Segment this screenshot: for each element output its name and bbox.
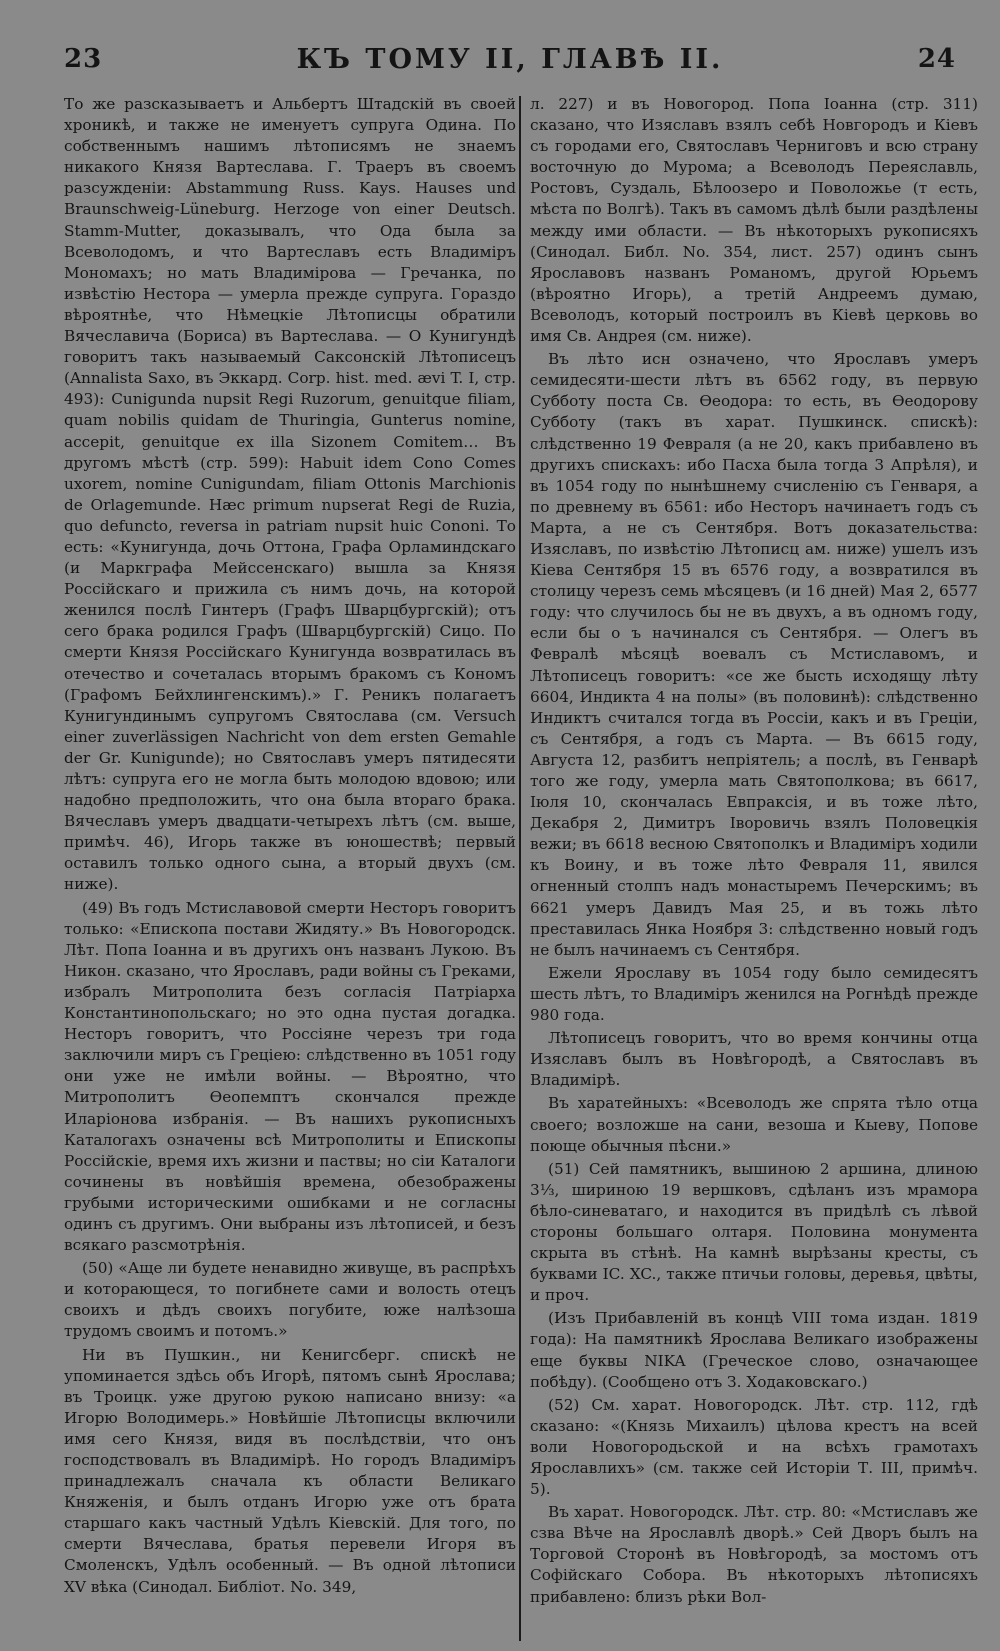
page-number-right: 24 [917,44,956,74]
paragraph: л. 227) и въ Новогород. Попа Іоанна (стр. 311) сказано, что Изяславъ взялъ себѣ Новгородъ и Кіевъ съ городами его, Святославъ Черниговъ и всю страну восточную до Мурома; а Всеволодъ Переяславль, Ростовъ, Суздаль, Бѣлоозеро и Поволожье (т есть, мѣста по Волгѣ). Такъ въ самомъ дѣлѣ были раздѣлены между ими области. — Въ нѣкоторыхъ рукописяхъ (Синодал. Библ. No. 354, лист. 257) одинъ сынъ Ярославовъ названъ Романомъ, другой Юрьемъ (вѣроятно Игорь), а третій Андреемъ думаю, Всеволодъ, который построилъ въ Кіевѣ церковь во имя Св. Андрея (см. ниже). [530,95,978,346]
note-51: (51) Сей памятникъ, вышиною 2 аршина, длиною 3⅓, шириною 19 вершковъ, сдѣланъ изъ мрамора бѣло-синеватаго, и находится въ придѣлѣ съ лѣвой стороны большаго олтаря. Половина монумента скрыта въ стѣнѣ. На камнѣ вырѣзаны кресты, съ буквами IC. XC., также птичьи головы, деревья, цвѣты, и проч. [530,1159,978,1305]
paragraph: Лѣтописецъ говоритъ, что во время кончины отца Изяславъ былъ въ Новѣгородѣ, а Святославъ въ Владимірѣ. [530,1029,978,1090]
paragraph: Ни въ Пушкин., ни Кенигсберг. спискѣ не упоминается здѣсь объ Игорѣ, пятомъ сынѣ Ярослава; въ Троицк. уже другою рукою написано внизу: «а Игорю Володимерь.» Новѣйшіе Лѣтописцы включили имя сего Князя, видя въ послѣдствіи, что онъ господствовалъ въ Владимірѣ. Но городъ Владиміръ принадлежалъ сначала къ области Великаго Княженія, и былъ отданъ Игорю уже отъ брата старшаго какъ частный Удѣлъ Кіевскій. Для того, по смерти Вячеслава, братья перевели Игоря въ Смоленскъ, Удѣлъ особенный. — Въ одной лѣтописи XV вѣка (Синодал. Библіот. No. 349, [64,1345,516,1596]
left-column [64,94,516,1600]
note-52: (52) См. харат. Новогородск. Лѣт. стр. 112, гдѣ сказано: «(Князь Михаилъ) цѣлова крестъ на всей воли Новогородьской и на всѣхъ грамотахъ Ярославлихъ» (см. также сей Исторіи Т. III, примѣч. 5). [530,1395,978,1499]
note-49: (49) Въ годъ Мстиславовой смерти Несторъ говоритъ только: «Епископа постави Жидяту.» Въ Новогородск. Лѣт. Попа Іоанна и въ другихъ онъ названъ Лукою. Въ Никон. сказано, что Ярославъ, ради войны съ Греками, избралъ Митрополита безъ согласія Патріарха Константинопольскаго; но это одна пустая догадка. Несторъ говоритъ, что Россіяне черезъ три года заключили миръ съ Греціею: слѣдственно въ 1051 году они уже не имѣли войны. — Вѣроятно, что Митрополитъ Ѳеопемптъ скончался прежде Иларіонова избранія. — Въ нашихъ рукописныхъ Каталогахъ означены всѣ Митрополиты и Епископы Россійскіе, время ихъ жизни и паствы; но сіи Каталоги сочинены въ новѣйшія времена, обезображены грубыми историческими ошибками и не согласны одинъ съ другимъ. Они выбраны изъ лѣтописей, и безъ всякаго разсмотрѣнія. [64,898,516,1255]
right-column [530,94,978,1610]
page-header [60,44,960,88]
running-head-title: КЪ ТОМУ II, ГЛАВѢ II. [296,44,724,75]
paragraph: Въ харатейныхъ: «Всеволодъ же спрята тѣло отца своего; возложше на сани, везоша и Кыеву, Попове поюще обычныя пѣсни.» [530,1094,978,1155]
column-divider [519,96,521,1641]
paragraph: Въ харат. Новогородск. Лѣт. стр. 80: «Мстиславъ же сзва Вѣче на Ярославлѣ дворѣ.» Сей Дворъ былъ на Торговой Сторонѣ въ Новѣгородѣ, за мостомъ отъ Софійскаго Собора. Въ нѣкоторыхъ лѣтописяхъ прибавлено: близъ рѣки Вол- [530,1503,978,1606]
page-number-left: 23 [64,44,103,74]
paragraph: Ежели Ярославу въ 1054 году было семидесятъ шесть лѣтъ, то Владиміръ женился на Рогнѣдѣ прежде 980 года. [530,963,978,1025]
note-50: (50) «Аще ли будете ненавидно живуще, въ распрѣхъ и которающеся, то погибнете сами и волость отецъ своихъ и дѣдъ своихъ погубите, юже налѣзоша трудомъ своимъ и потомъ.» [64,1259,516,1341]
paragraph: (Изъ Прибавленій въ концѣ VIII тома издан. 1819 года): На памятникѣ Ярослава Великаго изображены еще буквы NIKA (Греческое слово, означающее побѣду). (Сообщено отъ З. Ходаковскаго.) [530,1309,978,1391]
paragraph: То же разсказываетъ и Альбертъ Штадскій въ своей хроникѣ, и также не именуетъ супруга Одина. По собственнымъ нашимъ лѣтописямъ не знаемъ никакого Князя Вартеслава. Г. Траеръ въ своемъ разсужденіи: Abstammung Russ. Kays. Hauses und Braunschweig-Lüneburg. Herzoge von einer Deutsch. Stamm-Mutter, доказывалъ, что Ода была за Всеволодомъ, и что Вартеславъ есть Владиміръ Мономахъ; но мать Владимірова — Гречанка, по извѣстію Нестора — умерла прежде супруга. Гораздо вѣроятнѣе, что Нѣмецкіе Лѣтописцы обратили Вячеславича (Бориса) въ Вартеслава. — О Кунигундѣ говоритъ такъ называемый Саксонскій Лѣтописецъ (Annalista Saxo, въ Эккард. Corp. hist. med. ævi T. I, стр. 493): Cunigunda nupsit Regi Ruzorum, genuitque filiam, quam nobilis quidam de Thuringia, Gunterus nomine, accepit, genuitque ex illa Sizonem Comitem… Въ другомъ мѣстѣ (стр. 599): Habuit idem Cono Comes uxorem, nomine Cunigundam, filiam Ottonis Marchionis de Orlagemunde. Hæc primum nupserat Regi de Ruzia, quo defuncto, reversa in patriam nupsit huic Cononi. То есть: «Кунигунда, дочь Оттона, Графа Орламиндскаго (и Маркграфа Мейссенскаго) вышла за Князя Россійскаго и прижила съ нимъ дочь, на которой женился послѣ Гинтеръ (Графъ Шварцбургскій); отъ сего брака родился Графъ (Шварцбургскій) Сицо. По смерти Князя Россійскаго Кунигунда возвратилась въ отечество и сочеталась вторымъ бракомъ съ Кономъ (Графомъ Бейхлингенскимъ).» Г. Реникъ полагаетъ Кунигундинымъ супругомъ Святослава (см. Versuch einer zuverlässigen Nachricht von dem ersten Gemahle der Gr. Kunigunde); но Святославъ умеръ пятидесяти лѣтъ: супруга его не могла быть молодою вдовою; или надобно предположить, что она была втораго брака. Вячеславъ умеръ двадцати-четырехъ лѣтъ (см. выше, примѣч. 46), Игорь также въ юношествѣ; первый оставилъ только одного сына, а вторый двухъ (см. ниже). [64,95,516,894]
paragraph: Въ лѣто исн означено, что Ярославъ умеръ семидесяти-шести лѣтъ въ 6562 году, въ первую Субботу поста Св. Ѳеодора: то есть, въ Ѳеодорову Субботу (такъ въ харат. Пушкинск. спискѣ): слѣдственно 19 Февраля (а не 20, какъ прибавлено въ другихъ спискахъ: ибо Пасха была тогда 3 Апрѣля), и въ 1054 году по нынѣшнему счисленію съ Генваря, а по древнему въ 6561: ибо Несторъ начинаетъ годъ съ Марта, а не съ Сентября. Вотъ доказательства: Изяславъ, по извѣстію Лѣтописц ам. ниже) ушелъ изъ Кіева Сентября 15 въ 6576 году, а возвратился въ столицу черезъ семь мѣсяцевъ (и 16 дней) Мая 2, 6577 году: что случилось бы не въ двухъ, а въ одномъ году, если бы о ъ начинался съ Сентября. — Олегъ въ Февралѣ мѣсяцѣ воевалъ съ Мстиславомъ, и Лѣтописецъ говоритъ: «се же бысть исходящу лѣту 6604, Индикта 4 на полы» (въ половинѣ): слѣдственно Индиктъ считался тогда въ Россіи, какъ и въ Греціи, съ Сентября, а годъ съ Марта. — Въ 6615 году, Августа 12, разбитъ непріятель; а послѣ, въ Генварѣ того же году, умерла мать Святополкова; въ 6617, Іюля 10, скончалась Евпраксія, и въ тоже лѣто, Декабря 2, Димитръ Іворовичь взялъ Половецкія вежи; въ 6618 весною Святополкъ и Владиміръ ходили къ Воину, и въ тоже лѣто Февраля 11, явился огненный столпъ надъ монастыремъ Печерскимъ; въ 6621 умеръ Давидъ Мая 25, и въ тожь лѣто преставилась Янка Ноября 3: слѣдственно новый годъ не былъ начинаемъ съ Сентября. [530,350,978,959]
